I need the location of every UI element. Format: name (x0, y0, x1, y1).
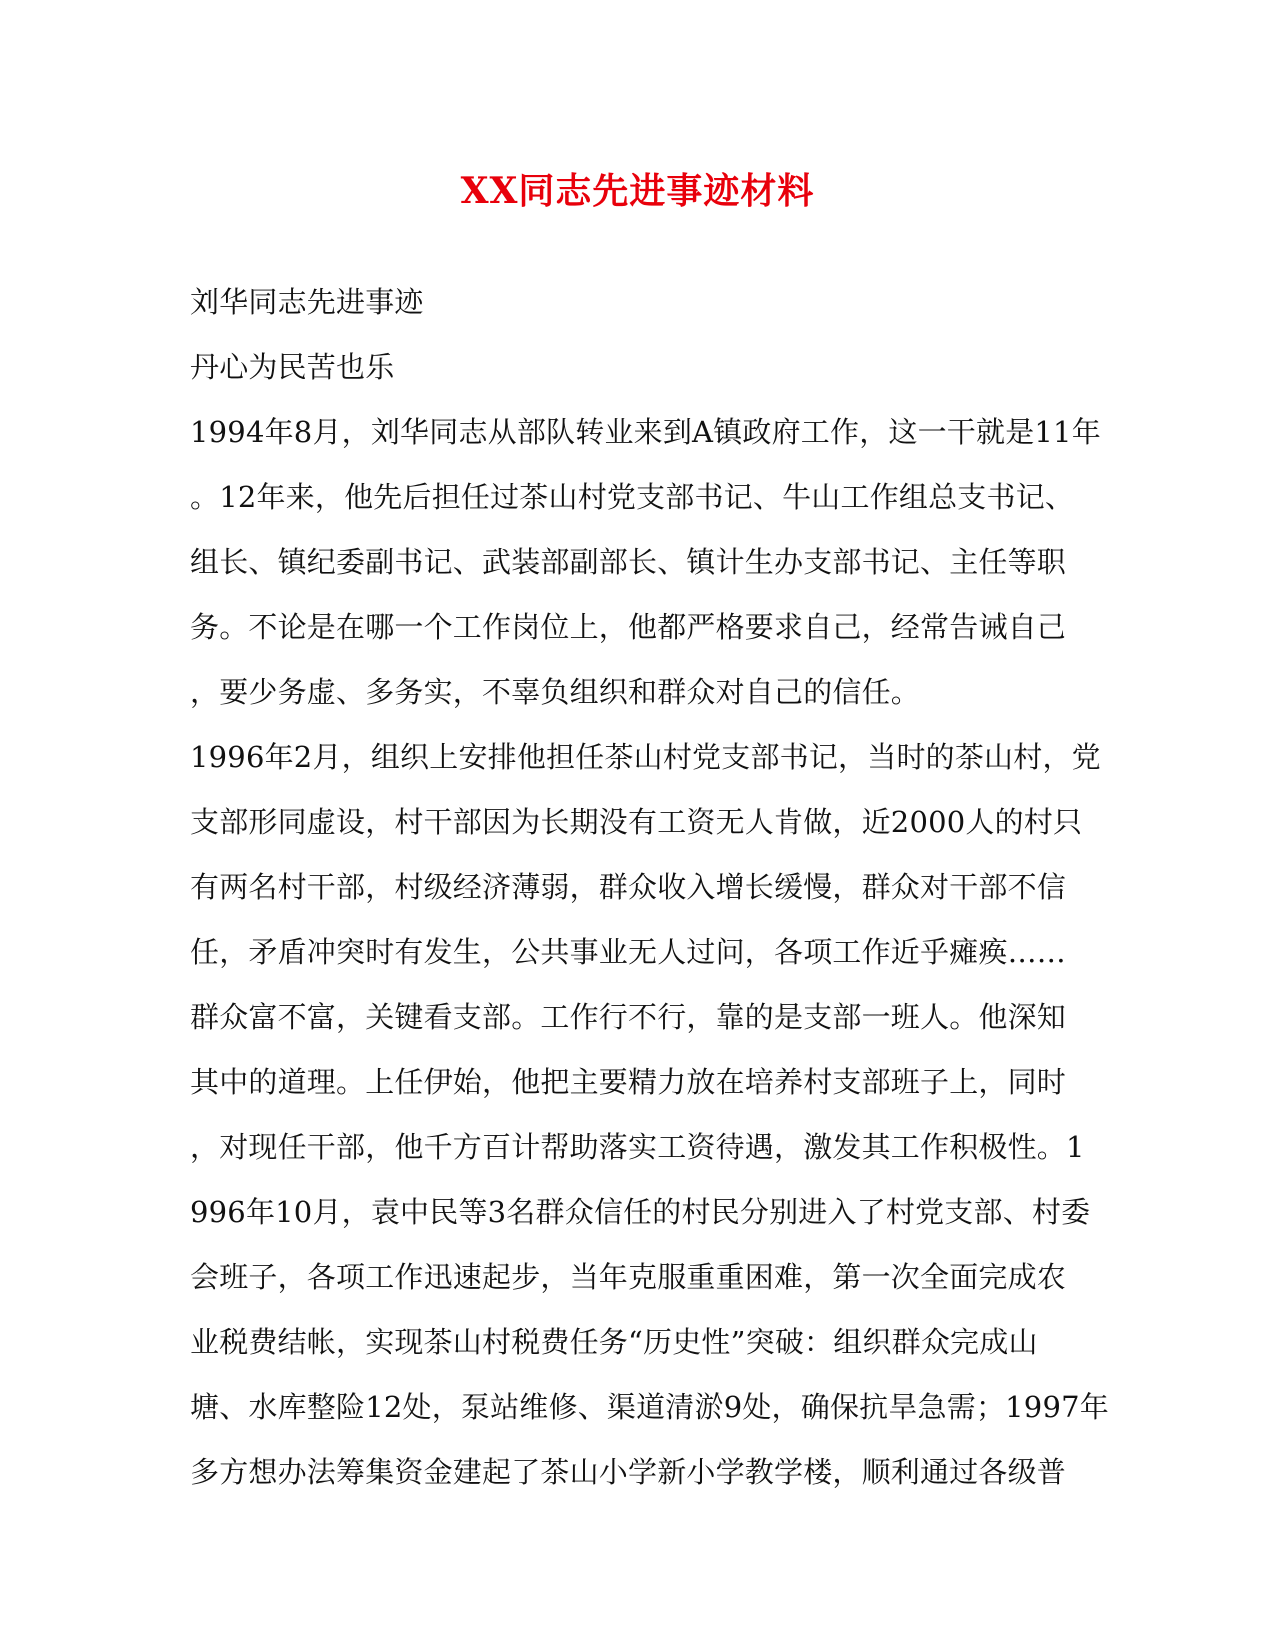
paragraph-line: ，要少务虚、多务实，不辜负组织和群众对自己的信任。 (190, 675, 921, 709)
heading-subtitle: 丹心为民苦也乐 (190, 350, 395, 384)
paragraph-line: 组长、镇纪委副书记、武装部副部长、镇计生办支部书记、主任等职 (190, 545, 1067, 579)
paragraph-line: 会班子，各项工作迅速起步，当年克服重重困难，第一次全面完成农 (190, 1260, 1067, 1294)
paragraph-line: ，对现任干部，他千方百计帮助落实工资待遇，激发其工作积极性。1 (190, 1130, 1085, 1164)
paragraph-line: 有两名村干部，村级经济薄弱，群众收入增长缓慢，群众对干部不信 (190, 870, 1067, 904)
paragraph-line: 1996年2月，组织上安排他担任茶山村党支部书记，当时的茶山村，党 (190, 740, 1101, 774)
paragraph-line: 务。不论是在哪一个工作岗位上，他都严格要求自己，经常告诫自己 (190, 610, 1067, 644)
paragraph-line: 业税费结帐，实现茶山村税费任务“历史性”突破：组织群众完成山 (190, 1325, 1038, 1359)
paragraph-line: 支部形同虚设，村干部因为长期没有工资无人肯做，近2000人的村只 (190, 805, 1083, 839)
paragraph-line: 群众富不富，关键看支部。工作行不行，靠的是支部一班人。他深知 (190, 1000, 1067, 1034)
paragraph-line: 。12年来，他先后担任过茶山村党支部书记、牛山工作组总支书记、 (190, 480, 1075, 514)
paragraph-line: 任，矛盾冲突时有发生，公共事业无人过问，各项工作近乎瘫痪…… (190, 935, 1067, 969)
paragraph-line: 996年10月，袁中民等3名群众信任的村民分别进入了村党支部、村委 (190, 1195, 1091, 1229)
paragraph-line: 其中的道理。上任伊始，他把主要精力放在培养村支部班子上，同时 (190, 1065, 1067, 1099)
document-title: XX同志先进事迹材料 (460, 170, 815, 212)
paragraph-line: 多方想办法筹集资金建起了茶山小学新小学教学楼，顺利通过各级普 (190, 1455, 1067, 1489)
document-body (190, 282, 1109, 1517)
heading-name: 刘华同志先进事迹 (190, 285, 424, 319)
paragraph-line: 塘、水库整险12处，泵站维修、渠道清淤9处，确保抗旱急需；1997年 (190, 1390, 1109, 1424)
paragraph-line: 1994年8月，刘华同志从部队转业来到A镇政府工作，这一干就是11年 (190, 415, 1101, 449)
